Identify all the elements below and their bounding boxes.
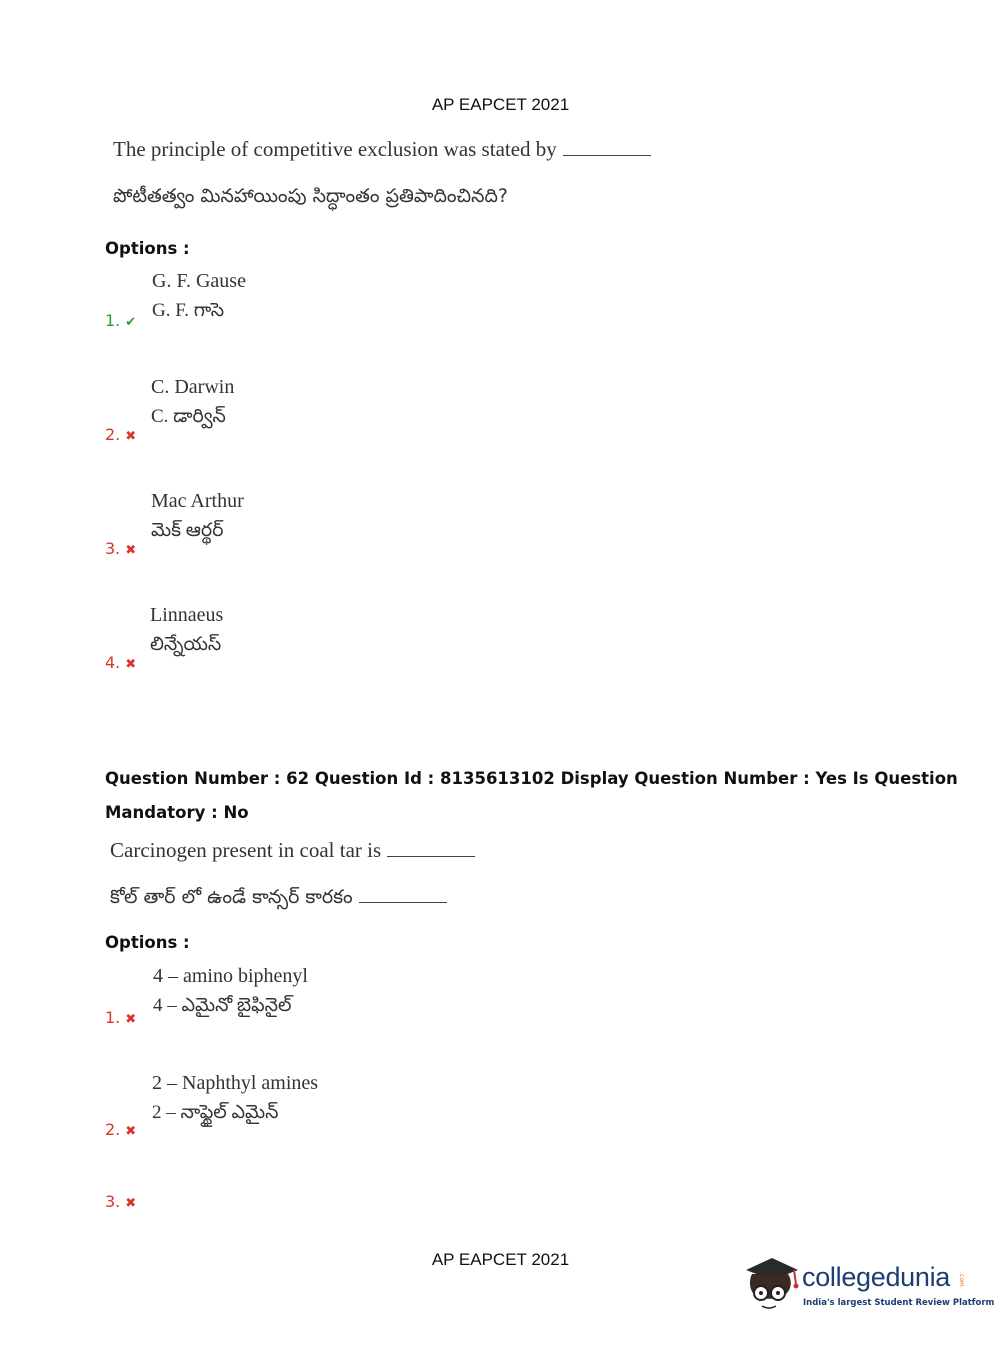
option-text-english: 4 – amino biphenyl [153,965,308,987]
option-text-telugu: 2 – నాఫ్థైల్ ఎమైన్ [152,1102,279,1123]
page-header: AP EAPCET 2021 [431,95,570,114]
option-number-wrong [105,425,136,444]
question-text: కోల్ తార్ లో ఉండే కాన్సర్ కారకం [110,886,353,908]
cross-icon: ✖ [125,429,137,444]
option-text-telugu: లిన్నేయస్ [150,634,222,655]
option-number: 3. [105,539,121,558]
cross-icon: ✖ [125,543,137,558]
answer-blank [359,888,447,903]
collegedunia-logo[interactable] [742,1248,995,1318]
option-text-telugu: C. డార్విన్ [151,406,226,427]
option-number-correct [105,311,136,330]
page-footer: AP EAPCET 2021 [431,1250,570,1269]
logo-suffix: .com [958,1272,965,1287]
option-text-telugu: G. F. గాసె [152,300,225,321]
option-number-wrong [105,653,136,672]
option-number-wrong [105,1008,136,1027]
option-text-telugu: మెక్ ఆర్థర్ [151,520,224,541]
question-text-telugu [110,886,447,913]
option-number: 3. [105,1192,121,1211]
logo-tagline: India's largest Student Review Platform [803,1298,995,1308]
option-number: 2. [105,425,121,444]
option-number-wrong [105,539,136,558]
option-number-wrong [105,1192,136,1211]
option-number: 4. [105,653,121,672]
question-meta-line2: Mandatory : No [105,803,249,822]
option-text-english: Linnaeus [150,604,224,626]
option-number-wrong [105,1120,136,1139]
question-text: Carcinogen present in coal tar is [110,838,382,862]
option-text-telugu: 4 – ఎమైనో బైఫినైల్ [153,995,292,1016]
logo-name: collegedunia [802,1262,951,1292]
options-label: Options : [105,933,190,952]
question-text-english [113,137,651,162]
option-text-english: C. Darwin [151,376,235,398]
mascot-icon [742,1248,802,1318]
check-icon: ✔ [125,315,137,330]
cross-icon: ✖ [125,657,137,672]
cross-icon: ✖ [125,1012,137,1027]
option-text-english: Mac Arthur [151,490,244,512]
option-number: 2. [105,1120,121,1139]
options-label: Options : [105,239,190,258]
option-number: 1. [105,1008,121,1027]
question-text: The principle of competitive exclusion was stated by [113,137,557,161]
question-meta-line1: Question Number : 62 Question Id : 8135613102 Display Question Number : Yes Is Question [105,769,958,788]
cross-icon: ✖ [125,1196,137,1211]
cross-icon: ✖ [125,1124,137,1139]
answer-blank [563,141,651,156]
question-text-telugu: పోటీతత్వం మినహాయింపు సిద్ధాంతం ప్రతిపాదించినది? [113,185,508,207]
answer-blank [387,842,475,857]
option-text-english: 2 – Naphthyl amines [152,1072,319,1094]
option-text-english: G. F. Gause [152,270,246,292]
question-text-english [110,838,475,863]
option-number: 1. [105,311,121,330]
